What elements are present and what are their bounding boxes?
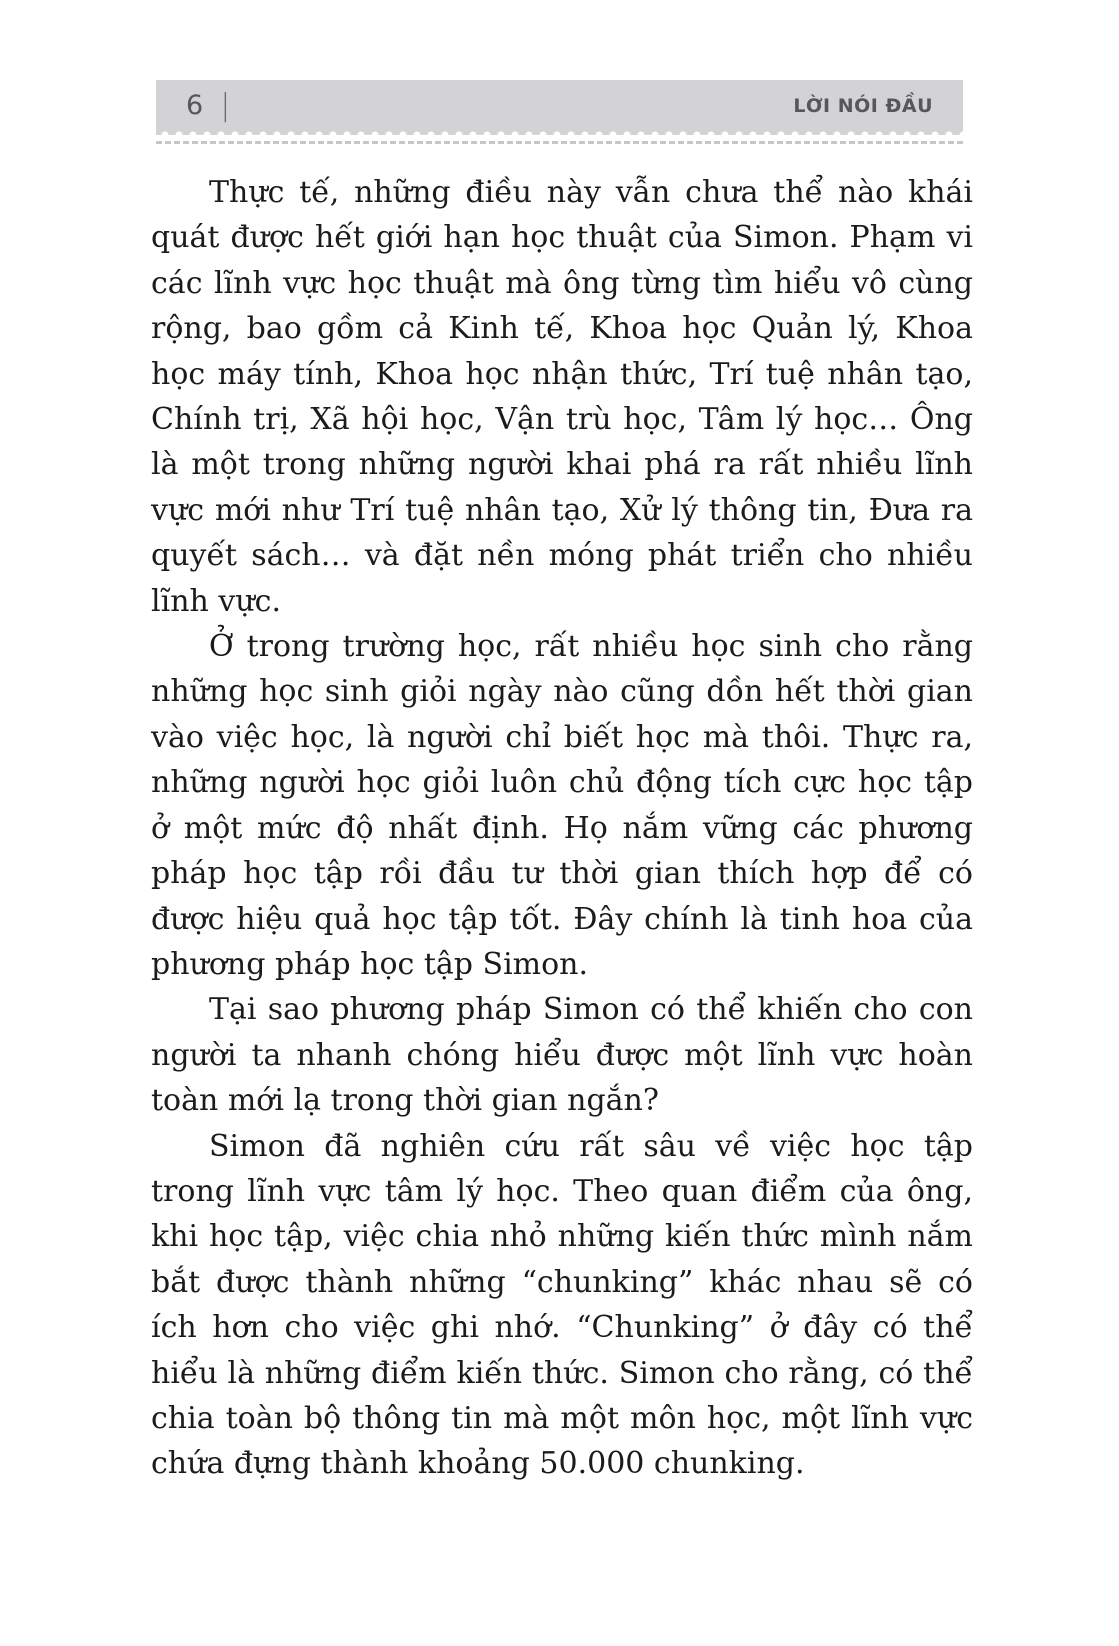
running-header — [156, 80, 963, 135]
header-separator: | — [220, 88, 231, 123]
header-perforation-line — [156, 141, 963, 144]
page-number: 6 — [186, 90, 205, 121]
chapter-title: LỜI NÓI ĐẦU — [793, 94, 933, 117]
paragraph: Tại sao phương pháp Simon có thể khiến cho con người ta nhanh chóng hiểu được một lĩnh vực hoàn toàn mới lạ trong thời gian ngắn? — [151, 992, 973, 1119]
paragraph: Simon đã nghiên cứu rất sâu về việc học tập trong lĩnh vực tâm lý học. Theo quan điểm của ông, khi học tập, việc chia nhỏ những kiến thức mình nắm bắt được thành những “chunking” khác nhau sẽ có ích hơn cho việc ghi nhớ. “Chunking” ở đây có thể hiểu là những điểm kiến thức. Simon cho rằng, có thể chia toàn bộ thông tin mà một môn học, một lĩnh vực chứa đựng thành khoảng 50.000 chunking. — [151, 1128, 973, 1482]
body-text — [151, 170, 973, 1487]
paragraph: Thực tế, những điều này vẫn chưa thể nào khái quát được hết giới hạn học thuật của Simon. Phạm vi các lĩnh vực học thuật mà ông từng tìm hiểu vô cùng rộng, bao gồm cả Kinh tế, Khoa học Quản lý, Khoa học máy tính, Khoa học nhận thức, Trí tuệ nhân tạo, Chính trị, Xã hội học, Vận trù học, Tâm lý học… Ông là một trong những người khai phá ra rất nhiều lĩnh vực mới như Trí tuệ nhân tạo, Xử lý thông tin, Đưa ra quyết sách… và đặt nền móng phát triển cho nhiều lĩnh vực. — [151, 175, 973, 619]
paragraph: Ở trong trường học, rất nhiều học sinh cho rằng những học sinh giỏi ngày nào cũng dồn hết thời gian vào việc học, là người chỉ biết học mà thôi. Thực ra, những người học giỏi luôn chủ động tích cực học tập ở một mức độ nhất định. Họ nắm vững các phương pháp học tập rồi đầu tư thời gian thích hợp để có được hiệu quả học tập tốt. Đây chính là tinh hoa của phương pháp học tập Simon. — [151, 629, 973, 982]
